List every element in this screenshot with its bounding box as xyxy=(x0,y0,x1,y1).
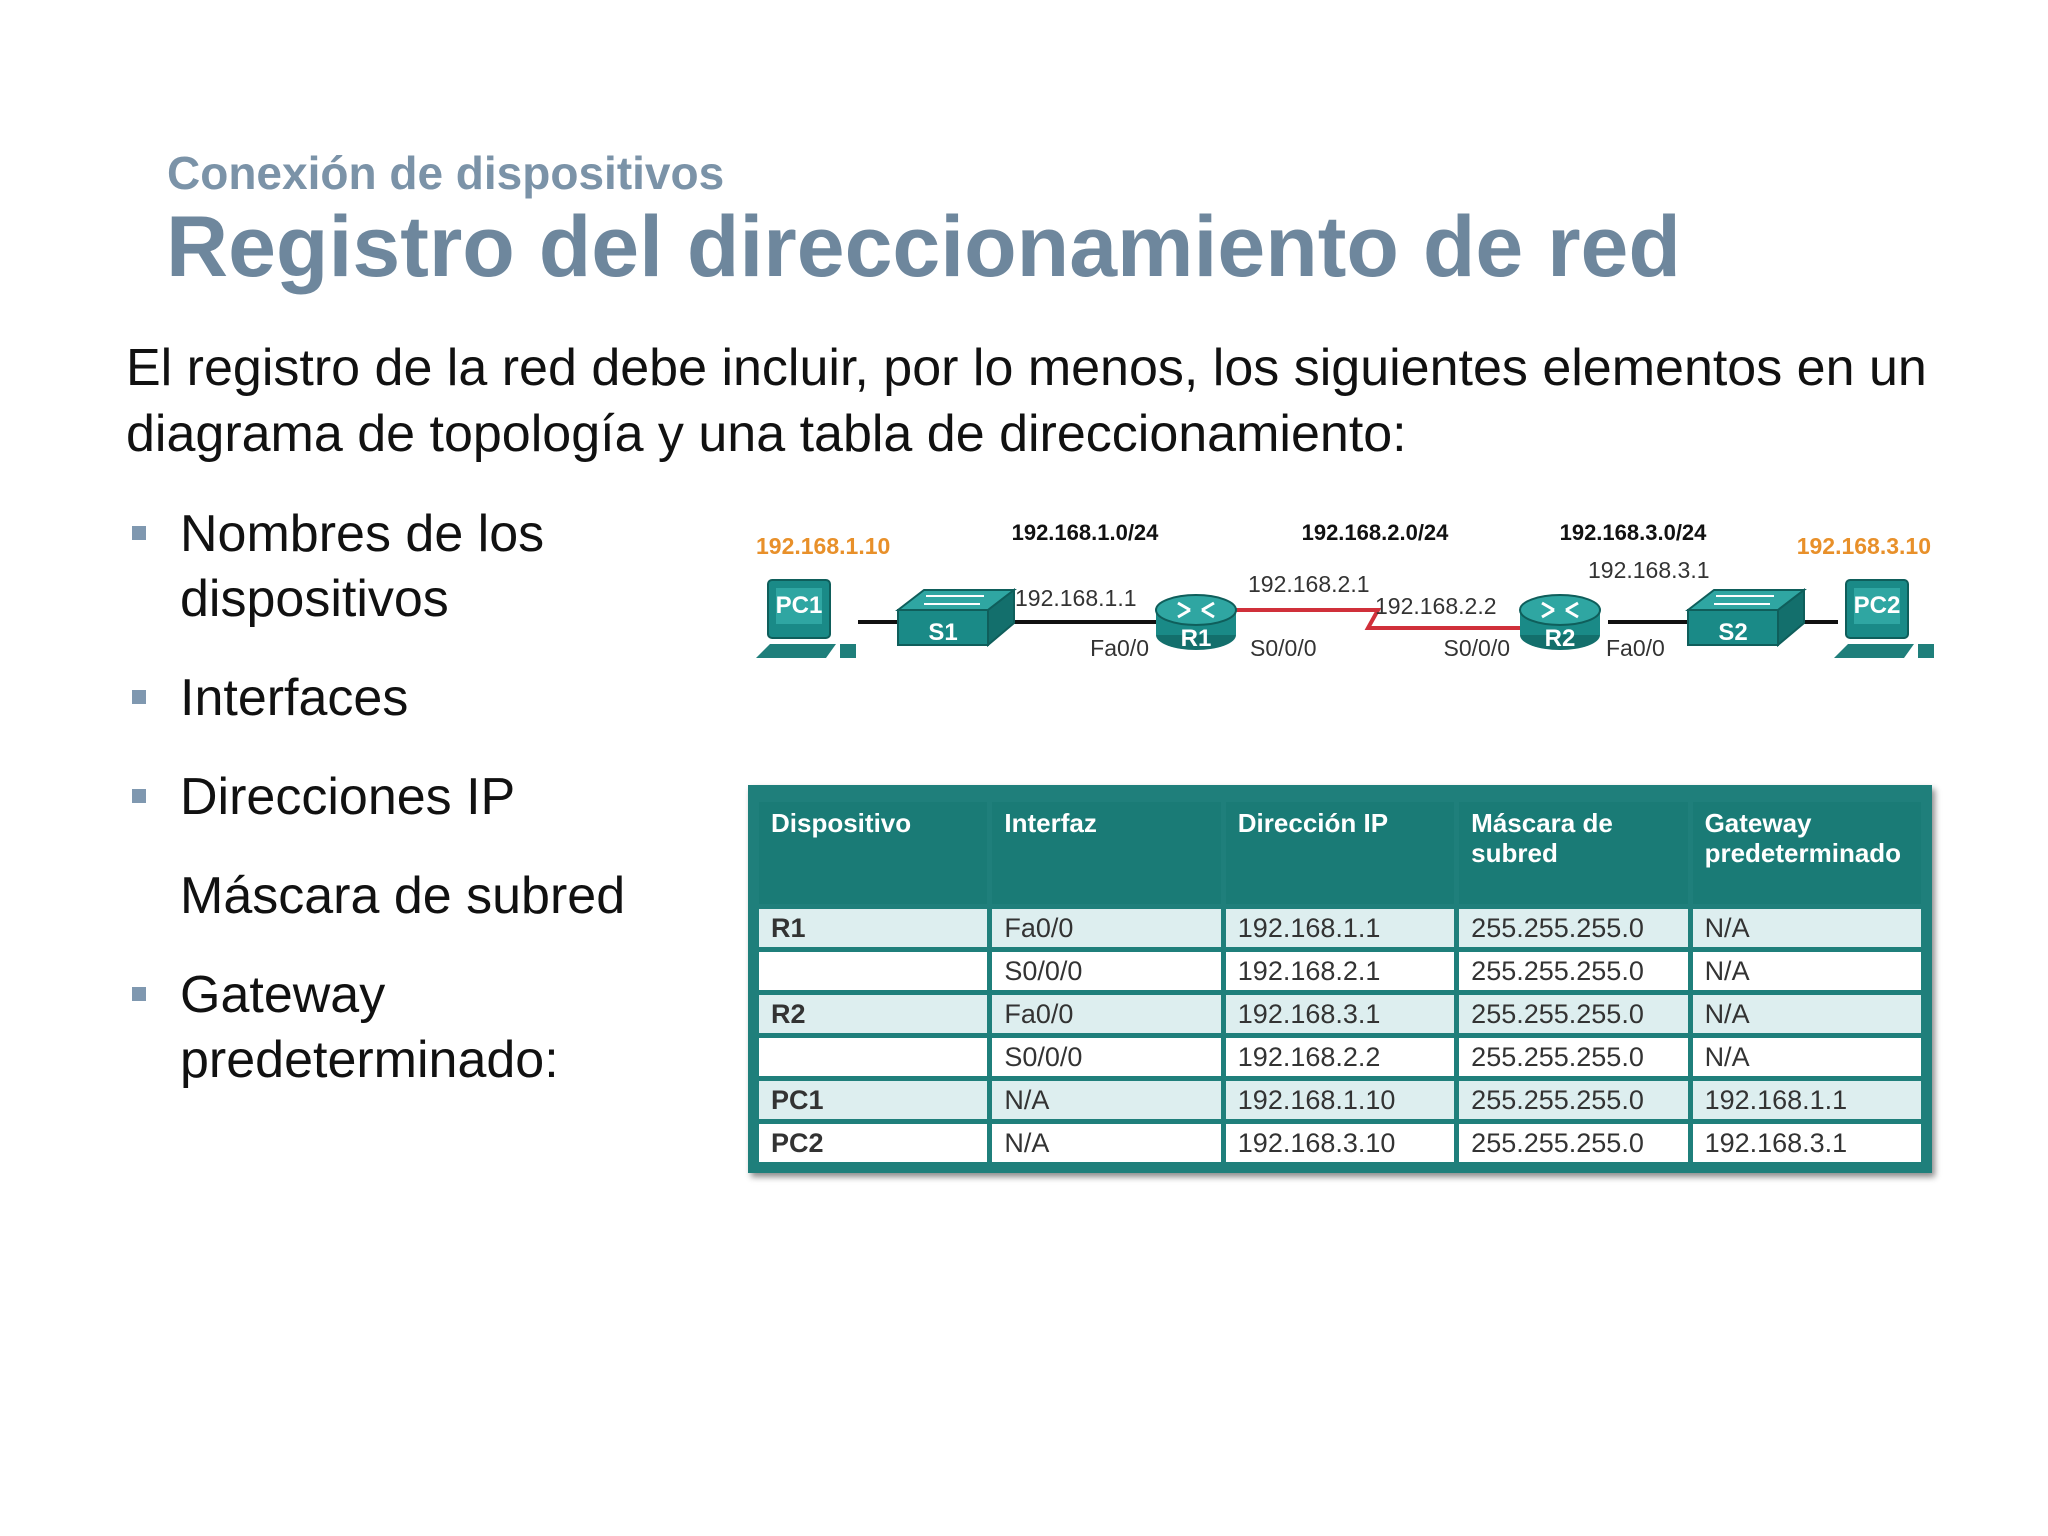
table-header-row xyxy=(759,802,1921,904)
table-cell: PC2 xyxy=(759,1124,987,1162)
topology-diagram xyxy=(748,510,1948,685)
table-row xyxy=(759,995,1921,1033)
table-row xyxy=(759,1038,1921,1076)
slide-title: Registro del direccionamiento de red xyxy=(166,199,1681,295)
table-cell: Fa0/0 xyxy=(992,909,1220,947)
table-cell: 192.168.2.1 xyxy=(1226,952,1454,990)
table-row xyxy=(759,952,1921,990)
s2-label: S2 xyxy=(1718,619,1748,646)
network-label: 192.168.1.0/24 xyxy=(1011,520,1159,545)
r2-wan-ip: 192.168.2.2 xyxy=(1375,593,1497,619)
table-row xyxy=(759,1124,1921,1162)
bullet-list xyxy=(126,502,686,1093)
bullet-item: Máscara de subred xyxy=(180,867,626,925)
table-cell: R2 xyxy=(759,995,987,1033)
pc2-label: PC2 xyxy=(1853,592,1901,619)
intro-text: El registro de la red debe incluir, por lo menos, los siguientes elementos en un diagrama de topología y una tabla de direccionamiento: xyxy=(126,339,1927,463)
table-cell: 192.168.3.1 xyxy=(1226,995,1454,1033)
table-cell: 192.168.3.10 xyxy=(1226,1124,1454,1162)
table-cell: Fa0/0 xyxy=(992,995,1220,1033)
pc2-ip: 192.168.3.10 xyxy=(1796,533,1931,559)
header-cell: Dispositivo xyxy=(759,802,987,904)
table-cell: 255.255.255.0 xyxy=(1459,1124,1687,1162)
table-cell: 192.168.1.1 xyxy=(1226,909,1454,947)
r2-lan-interface: Fa0/0 xyxy=(1606,635,1665,661)
r1-wan-interface: S0/0/0 xyxy=(1250,635,1317,661)
r2-label: R2 xyxy=(1544,625,1576,652)
table-cell: 255.255.255.0 xyxy=(1459,952,1687,990)
table-cell xyxy=(759,1038,987,1076)
r2-lan-ip: 192.168.3.1 xyxy=(1588,557,1710,583)
table-cell xyxy=(759,952,987,990)
table-cell: S0/0/0 xyxy=(992,952,1220,990)
header-cell: Gateway predeterminado xyxy=(1693,802,1921,904)
addressing-table xyxy=(754,797,1926,1167)
table-cell: 255.255.255.0 xyxy=(1459,995,1687,1033)
slide-subtitle: Conexión de dispositivos xyxy=(167,147,725,199)
s1-label: S1 xyxy=(928,619,958,646)
bullet-item: Interfaces xyxy=(126,666,686,731)
table-cell: N/A xyxy=(992,1081,1220,1119)
bullet-item: Nombres de los dispositivos xyxy=(126,502,686,632)
table-cell: 255.255.255.0 xyxy=(1459,1081,1687,1119)
table-cell: N/A xyxy=(1693,995,1921,1033)
table-cell: N/A xyxy=(1693,909,1921,947)
network-label: 192.168.2.0/24 xyxy=(1301,520,1449,545)
table-row xyxy=(759,909,1921,947)
table-cell: N/A xyxy=(1693,952,1921,990)
table-cell: 192.168.3.1 xyxy=(1693,1124,1921,1162)
table-cell: 192.168.1.1 xyxy=(1693,1081,1921,1119)
table-cell: 255.255.255.0 xyxy=(1459,1038,1687,1076)
table-row xyxy=(759,1081,1921,1119)
table-cell: S0/0/0 xyxy=(992,1038,1220,1076)
r1-label: R1 xyxy=(1180,625,1212,652)
addressing-table-frame xyxy=(748,785,1932,1173)
r1-lan-ip: 192.168.1.1 xyxy=(1015,585,1137,611)
header-cell: Dirección IP xyxy=(1226,802,1454,904)
table-cell: N/A xyxy=(992,1124,1220,1162)
header-cell: Máscara de subred xyxy=(1459,802,1687,904)
r1-lan-interface: Fa0/0 xyxy=(1090,635,1149,661)
header-cell: Interfaz xyxy=(992,802,1220,904)
table-cell: R1 xyxy=(759,909,987,947)
r1-wan-ip: 192.168.2.1 xyxy=(1248,571,1370,597)
table-cell: 192.168.1.10 xyxy=(1226,1081,1454,1119)
pc1-label: PC1 xyxy=(775,592,823,619)
r2-wan-interface: S0/0/0 xyxy=(1443,635,1510,661)
network-label: 192.168.3.0/24 xyxy=(1559,520,1707,545)
pc1-ip: 192.168.1.10 xyxy=(756,533,891,559)
table-cell: N/A xyxy=(1693,1038,1921,1076)
table-cell: 255.255.255.0 xyxy=(1459,909,1687,947)
bullet-item: Gateway predeterminado: xyxy=(126,963,686,1093)
table-cell: PC1 xyxy=(759,1081,987,1119)
table-cell: 192.168.2.2 xyxy=(1226,1038,1454,1076)
bullet-item: Direcciones IP xyxy=(126,765,686,830)
